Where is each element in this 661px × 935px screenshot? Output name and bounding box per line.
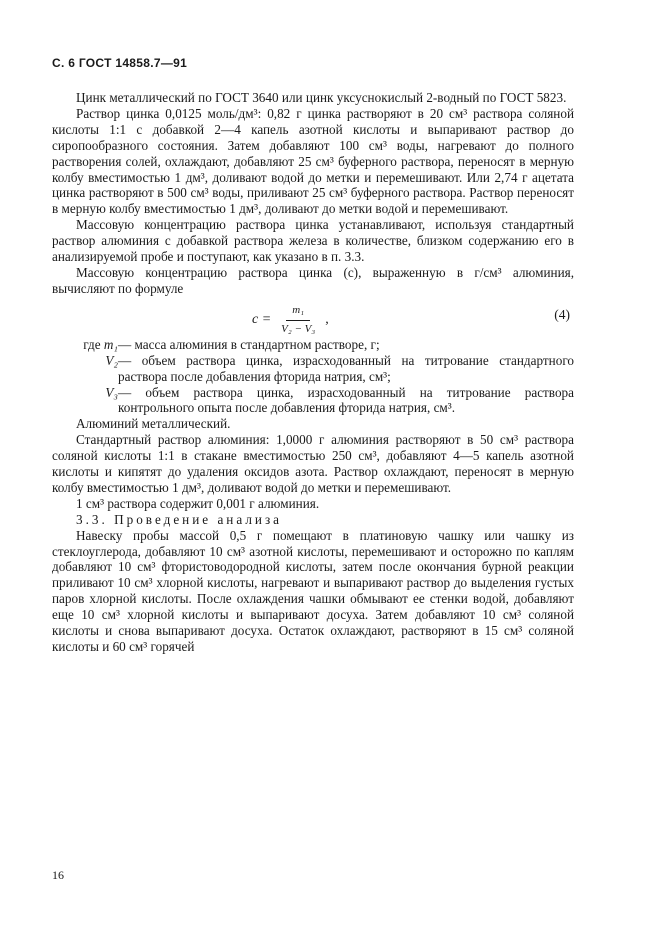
- formula-numerator: m₁: [286, 303, 310, 321]
- definition-symbol-text: m₁: [103, 336, 118, 352]
- paragraph-zinc-reagent: Цинк металлический по ГОСТ 3640 или цинк уксуснокислый 2-водный по ГОСТ 5823.: [76, 90, 567, 105]
- formula-trailing-comma: ,: [325, 312, 329, 328]
- definition-symbol-text: V₃: [105, 384, 118, 400]
- formula-block: [52, 297, 574, 337]
- formula: [252, 303, 329, 338]
- running-header: С. 6 ГОСТ 14858.7—91: [52, 56, 188, 70]
- paragraph-aluminium-metal: Алюминий металлический.: [76, 416, 231, 432]
- definition-text: — масса алюминия в стандартном растворе, г;: [118, 336, 380, 352]
- definition-text: — объем раствора цинка, израсходованный на титрование стандартного раствора после добавления фторида натрия, см³;: [118, 352, 574, 384]
- paragraph-concentration-setting: Массовую концентрацию раствора цинка устанавливают, используя стандартный раствор алюминия с добавкой раствора железа в количестве, близком содержанию его в анализируемой пробе и поступают, как указано в п. 3.3.: [52, 217, 574, 265]
- paragraph-procedure: Навеску пробы массой 0,5 г помещают в платиновую чашку или чашку из стеклоуглерода, добавляют 10 см³ азотной кислоты, перемешивают и осторожно по каплям добавляют 10 см³ фтористоводородной кислоты, затем после окончания бурной реакции приливают 10 см³ хлорной кислоты, нагревают и выпаривают раствор до выделения густых паров хлорной кислоты. После охлаждения чашки обмывают ее стенки водой, добавляют еще 10 см³ хлорной кислоты и выпаривают досуха. Затем добавляют 10 см³ соляной кислоты и снова выпаривают досуха. Остаток охлаждают, растворяют в 15 см³ соляной кислоты и 60 см³ горячей: [52, 527, 574, 654]
- document-body: [52, 90, 574, 655]
- section-heading: 3.3. Проведение анализа: [76, 511, 283, 527]
- definition-symbol: [52, 353, 118, 385]
- definition-item: [52, 385, 574, 417]
- page-number: 16: [52, 868, 64, 882]
- paragraph-aluminium-standard: Стандартный раствор алюминия: 1,0000 г алюминия растворяют в 50 см³ раствора соляной кислоты 1:1 в стакане вместимостью 250 см³, добавляют 4—5 капель азотной кислоты и кипятят до удаления оксидов азота. Раствор охлаждают, переносят в мерную колбу вместимостью 1 дм³, доливают водой до метки и перемешивают.: [52, 432, 574, 495]
- formula-number: (4): [554, 306, 570, 322]
- definition-text: — объем раствора цинка, израсходованный на титрование раствора контрольного опыта после добавления фторида натрия, см³.: [118, 384, 574, 416]
- paragraph-aluminium-content: 1 см³ раствора содержит 0,001 г алюминия.: [76, 495, 320, 511]
- definition-symbol-text: V₂: [105, 352, 118, 368]
- paragraph-zinc-solution: Раствор цинка 0,0125 моль/дм³: 0,82 г цинка растворяют в 20 см³ раствора соляной кислоты 1:1 с добавкой 2—4 капель азотной кислоты и выпаривают раствор до сиропообразного состояния. Затем добавляют 100 см³ воды, нагревают до полного растворения солей, охлаждают, добавляют 25 см³ буферного раствора, переносят в мерную колбу вместимостью 1 дм³, доливают водой до метки и перемешивают. Или 2,74 г ацетата цинка растворяют в 500 см³ воды, приливают 25 см³ буферного раствора. Раствор переносят в мерную колбу вместимостью 1 дм³, доливают до метки водой и перемешивают.: [52, 105, 574, 217]
- formula-denominator: V₂ − V₃: [281, 322, 316, 335]
- definition-item: [52, 337, 574, 353]
- formula-fraction: [277, 303, 319, 338]
- definition-symbol: [52, 337, 118, 353]
- definition-prefix: где: [83, 336, 101, 352]
- definition-symbol: [52, 385, 118, 417]
- formula-definitions: [52, 337, 574, 417]
- formula-lhs: c =: [252, 312, 272, 328]
- definition-item: [52, 353, 574, 385]
- paragraph-formula-intro: Массовую концентрацию раствора цинка (c), выраженную в г/см³ алюминия, вычисляют по формуле: [52, 264, 574, 296]
